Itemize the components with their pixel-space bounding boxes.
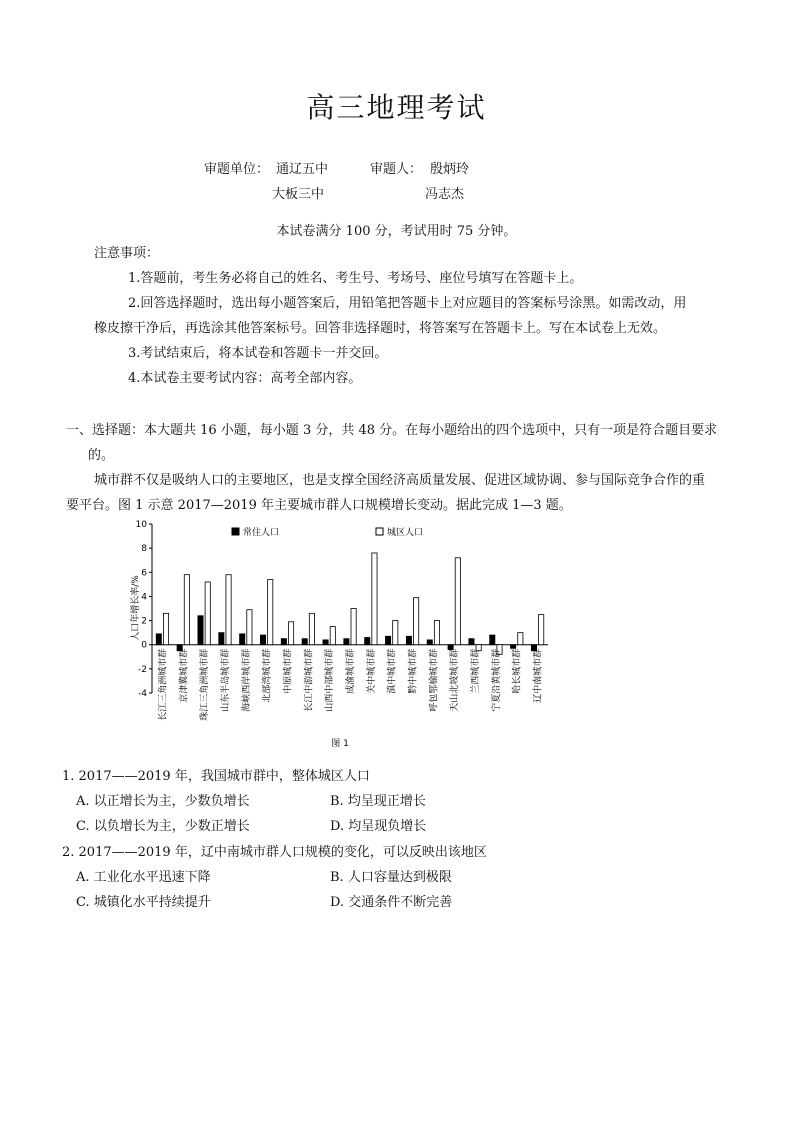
bar-urban: [434, 621, 439, 645]
x-tick-label: 成渝城市群: [346, 648, 356, 694]
question-2-option-b: B. 人口容量达到极限: [330, 870, 452, 885]
bar-resident: [511, 645, 516, 649]
bar-urban: [184, 575, 189, 645]
y-tick-label: -4: [138, 689, 147, 699]
bar-resident: [344, 639, 349, 645]
question-1-option-d: D. 均呈现负增长: [330, 819, 427, 834]
bar-urban: [393, 621, 398, 645]
x-tick-label: 北部湾城市群: [262, 648, 273, 703]
x-tick-label: 长江中游城市群: [304, 648, 315, 712]
x-tick-label: 关中城市群: [366, 648, 377, 694]
bar-resident: [281, 639, 286, 645]
y-tick-label: 6: [141, 568, 147, 579]
population-growth-chart: [0, 510, 793, 760]
question-1-option-c: C. 以负增长为主，少数正增长: [76, 819, 250, 834]
bar-resident: [365, 637, 370, 644]
section-heading: 一、选择题：本大题共 16 小题，每小题 3 分，共 48 分。在每小题给出的四个选项中，只有一项是符合题目要求: [66, 423, 718, 438]
bar-urban: [330, 627, 335, 645]
x-tick-label: 珠江三角洲城市群: [200, 648, 211, 721]
review-unit-1: 通辽五中: [276, 162, 329, 177]
notice-item-2a: 2.回答选择题时，选出每小题答案后，用铅笔把答题卡上对应题目的答案标号涂黑。如需改动，用: [128, 296, 687, 311]
exam-info: 本试卷满分 100 分，考试用时 75 分钟。: [276, 224, 517, 239]
y-axis-label: 人口年增长率/%: [131, 575, 141, 641]
bar-resident: [219, 633, 224, 645]
x-tick-label: 海峡西岸城市群: [241, 648, 252, 712]
bar-resident: [156, 634, 161, 645]
y-tick-label: 8: [141, 544, 147, 555]
bar-urban: [372, 553, 377, 645]
question-2-option-d: D. 交通条件不断完善: [330, 895, 453, 910]
bar-resident: [427, 640, 432, 645]
bar-urban: [226, 575, 231, 645]
reviewer-2: 冯志杰: [425, 187, 465, 202]
section-heading-cont: 的。: [88, 448, 115, 463]
question-1-option-b: B. 均呈现正增长: [330, 794, 426, 809]
bar-urban: [205, 582, 210, 645]
bar-resident: [406, 636, 411, 644]
y-tick-label: 4: [141, 592, 147, 603]
page-title: 高三地理考试: [306, 91, 487, 124]
question-1-stem: 1. 2017——2019 年，我国城市群中，整体城区人口: [62, 769, 370, 784]
x-tick-label: 长江三角洲城市群: [158, 648, 169, 721]
intro-line-1: 城市群不仅是吸纳人口的主要地区，也是支撑全国经济高质量发展、促进区域协调、参与国际竞争合作的重: [94, 473, 706, 488]
reviewer-1: 殷炳玲: [430, 162, 470, 177]
bar-urban: [309, 613, 314, 644]
legend-label-urban: 城区人口: [387, 528, 424, 538]
question-2-option-a: A. 工业化水平迅速下降: [76, 870, 211, 885]
intro-line-2: 要平台。图 1 示意 2017—2019 年主要城市群人口规模增长变动。据此完成 1—3 题。: [66, 498, 572, 513]
bar-resident: [323, 640, 328, 645]
figure-caption: 图 1: [331, 739, 349, 749]
notice-heading: 注意事项：: [94, 246, 160, 261]
notice-item-2b: 橡皮擦干净后，再选涂其他答案标号。回答非选择题时，将答案写在答题卡上。写在本试卷上无效。: [94, 321, 667, 336]
bar-urban: [288, 622, 293, 645]
bar-resident: [240, 634, 245, 645]
bar-resident: [198, 616, 203, 645]
bar-urban: [268, 580, 273, 645]
x-tick-label: 兰西城市群: [471, 648, 482, 694]
bar-urban: [351, 609, 356, 645]
question-2-stem: 2. 2017——2019 年，辽中南城市群人口规模的变化，可以反映出该地区: [62, 845, 487, 860]
question-2-option-c: C. 城镇化水平持续提升: [76, 895, 211, 910]
bar-resident: [302, 639, 307, 645]
notice-item-1: 1.答题前，考生务必将自己的姓名、考生号、考场号、座位号填写在答题卡上。: [128, 271, 583, 286]
y-tick-label: 2: [141, 616, 147, 627]
legend-swatch-resident: [232, 528, 239, 535]
bar-urban: [163, 613, 168, 644]
question-1-option-a: A. 以正增长为主，少数负增长: [76, 794, 250, 809]
bar-urban: [539, 615, 544, 645]
x-tick-label: 哈长城市群: [512, 648, 523, 694]
x-tick-label: 京津冀城市群: [179, 648, 190, 703]
bar-urban: [247, 610, 252, 645]
x-tick-label: 中原城市群: [283, 648, 294, 694]
bar-urban: [518, 633, 523, 645]
legend-swatch-urban: [376, 528, 383, 535]
legend-label-resident: 常住人口: [243, 528, 280, 538]
bar-resident: [260, 635, 265, 645]
bar-resident: [385, 636, 390, 644]
bar-resident: [490, 635, 495, 645]
x-tick-label: 辽中南城市群: [533, 648, 544, 703]
bar-urban: [414, 598, 419, 645]
bar-urban: [455, 558, 460, 645]
notice-item-4: 4.本试卷主要考试内容：高考全部内容。: [128, 371, 362, 386]
x-tick-label: 呼包鄂榆城市群: [429, 648, 440, 712]
x-tick-label: 宁夏沿黄城市群: [491, 648, 502, 712]
y-tick-label: 0: [141, 640, 147, 651]
notice-item-3: 3.考试结束后，将本试卷和答题卡一并交回。: [128, 346, 388, 361]
x-tick-label: 山东半岛城市群: [220, 648, 231, 712]
x-tick-label: 天山北坡城市群: [450, 648, 461, 712]
bar-resident: [469, 639, 474, 645]
x-tick-label: 山西中部城市群: [325, 648, 336, 712]
x-tick-label: 滇中城市群: [387, 648, 398, 694]
y-tick-label: 10: [135, 520, 147, 530]
x-tick-label: 黔中城市群: [408, 648, 419, 694]
review-unit-label: 审题单位：: [204, 162, 270, 177]
y-tick-label: -2: [138, 664, 147, 675]
reviewer-label: 审题人：: [370, 162, 423, 177]
review-unit-2: 大板三中: [272, 187, 325, 202]
